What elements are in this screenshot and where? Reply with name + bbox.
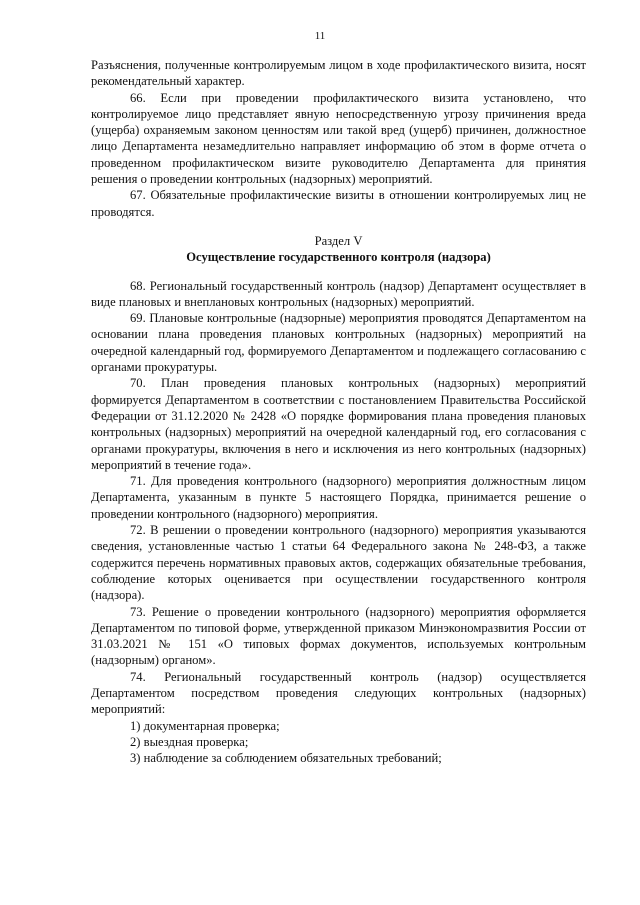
paragraph-67: 67. Обязательные профилактические визиты в отношении контролируемых лиц не проводятся. xyxy=(91,188,586,219)
list-item: 3) наблюдение за соблюдением обязательных требований; xyxy=(130,751,442,766)
page-number: 11 xyxy=(314,30,326,42)
list-item: 2) выездная проверка; xyxy=(130,734,249,749)
section-title: Осуществление государственного контроля (надзора) xyxy=(186,250,491,265)
list-item: 1) документарная проверка; xyxy=(130,718,280,733)
paragraph-70: 70. План проведения плановых контрольных (надзорных) мероприятий формируется Департаментом в соответствии с постановлением Правительства Российской Федерации от 31.12.2020 № 2428 «О порядке формирования плана проведения плановых контрольных (надзорных) мероприятий на очередной календарный год, его согласования с органами прокуратуры, включения в него и исключения из него контрольных (надзорных) мероприятий в течение года». xyxy=(91,376,586,472)
paragraph-clarifications: Разъяснения, полученные контролируемым лицом в ходе профилактического визита, носят рекомендательный характер. xyxy=(91,58,586,89)
paragraph-74: 74. Региональный государственный контроль (надзор) осуществляется Департаментом посредством проведения следующих контрольных (надзорных) мероприятий: xyxy=(91,669,586,717)
paragraph-72: 72. В решении о проведении контрольного (надзорного) мероприятия указываются сведения, установленные частью 1 статьи 64 Федерального закона № 248-ФЗ, а также содержится перечень нормативных правовых актов, содержащих обязательные требования, соблюдение которых оценивается при осуществлении государственного контроля (надзора). xyxy=(91,523,586,603)
paragraph-69: 69. Плановые контрольные (надзорные) мероприятия проводятся Департаментом на основании плана проведения плановых контрольных (надзорных) мероприятий на очередной календарный год, формируемого Департаментом и подлежащего согласованию с органами прокуратуры. xyxy=(91,311,586,375)
paragraph-66: 66. Если при проведении профилактического визита установлено, что контролируемое лицо представляет явную непосредственную угрозу причинения вреда (ущерба) охраняемым законом ценностям или такой вред (ущерб) причинен, должностное лицо Департамента незамедлительно направляет информацию об этом в форме отчета о проведенном профилактическом визите руководителю Департамента для принятия решения о проведении контрольных (надзорных) мероприятий. xyxy=(91,90,586,187)
paragraph-71: 71. Для проведения контрольного (надзорного) мероприятия должностным лицом Департамента, указанным в пункте 5 настоящего Порядка, принимается решение о проведении контрольного (надзорного) мероприятия. xyxy=(91,474,586,521)
paragraph-68: 68. Региональный государственный контроль (надзор) Департамент осуществляет в виде плановых и внеплановых контрольных (надзорных) мероприятий. xyxy=(91,278,586,309)
paragraph-73: 73. Решение о проведении контрольного (надзорного) мероприятия оформляется Департаментом по типовой форме, утвержденной приказом Минэкономразвития России от 31.03.2021 № 151 «О типовых формах документов, используемых контрольным (надзорным) органом». xyxy=(91,604,586,668)
section-label: Раздел V xyxy=(314,233,363,248)
document-body xyxy=(91,57,586,766)
